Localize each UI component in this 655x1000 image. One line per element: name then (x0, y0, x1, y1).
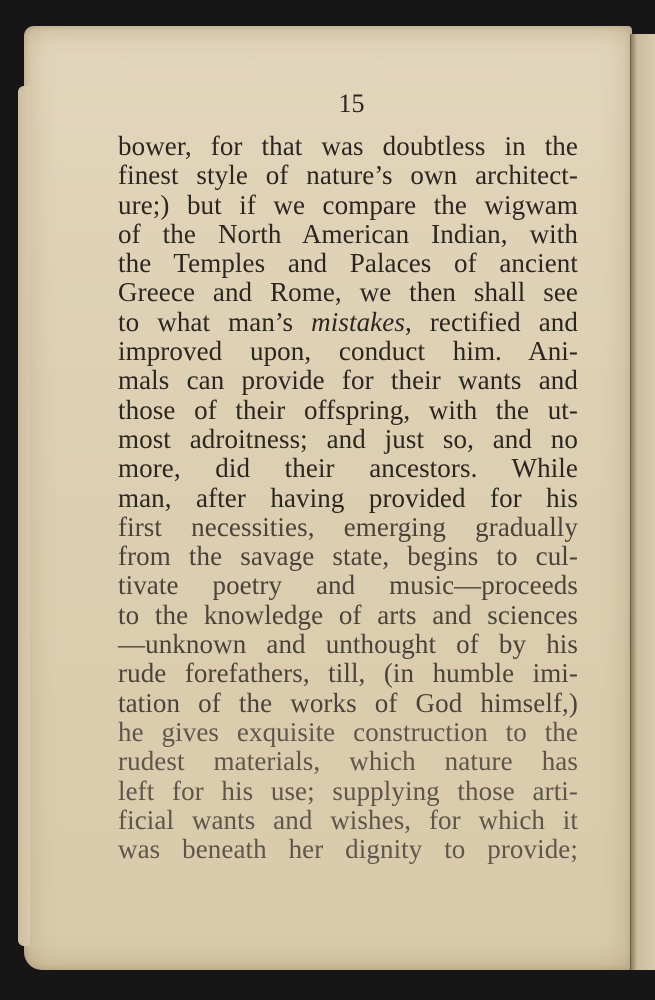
text-span: , rectified and (404, 306, 578, 337)
facing-page-edge (630, 34, 655, 970)
text-line-mixed (118, 308, 578, 337)
text-line: first necessities, emerging gradually (118, 511, 578, 542)
text-line: Greece and Rome, we then shall see (118, 277, 578, 308)
text-line: the Temples and Palaces of ancient (118, 248, 578, 279)
body-text (118, 132, 578, 864)
text-span: to what man’s (118, 306, 294, 337)
text-line: ficial wants and wishes, for which it (118, 804, 578, 835)
text-line: of the North American Indian, with (118, 218, 578, 249)
text-line: from the savage state, begins to cul- (118, 541, 578, 572)
text-line: was beneath her dignity to provide; (118, 834, 578, 865)
text-line: left for his use; supplying those arti- (118, 775, 578, 806)
text-line: rudest materials, which nature has (118, 746, 578, 777)
text-line: man, after having provided for his (118, 482, 578, 513)
text-line: —unknown and unthought of by his (118, 629, 578, 660)
text-line: most adroitness; and just so, and no (118, 423, 578, 454)
text-line: he gives exquisite construction to the (118, 716, 578, 747)
text-line: tivate poetry and music—proceeds (118, 570, 578, 601)
text-line: more, did their ancestors. While (118, 453, 578, 484)
text-line: tation of the works of God himself,) (118, 687, 578, 718)
italic-word: mistakes (311, 306, 405, 337)
text-line: bower, for that was doubtless in the (118, 131, 578, 161)
text-line: rude forefathers, till, (in humble imi- (118, 658, 578, 689)
page-number: 15 (338, 89, 365, 118)
text-line: finest style of nature’s own architect- (118, 160, 578, 191)
text-line: mals can provide for their wants and (118, 365, 578, 396)
text-line: to the knowledge of arts and sciences (118, 599, 578, 630)
text-line: improved upon, conduct him. Ani- (118, 336, 578, 367)
text-line: those of their offspring, with the ut- (118, 394, 578, 425)
text-line: ure;) but if we compare the wigwam (118, 189, 578, 220)
